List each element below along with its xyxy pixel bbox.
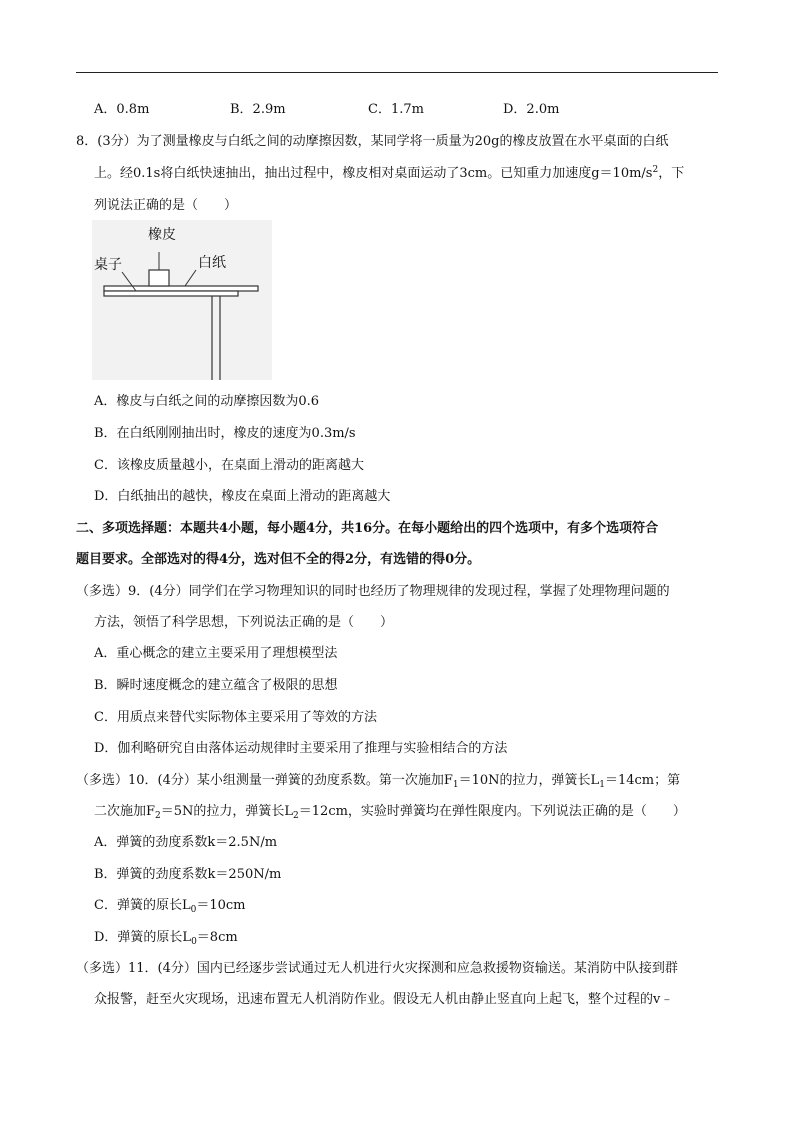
q9-option-c[interactable]: C．用质点来替代实际物体主要采用了等效的方法 bbox=[94, 710, 377, 725]
label-paper: 白纸 bbox=[198, 255, 226, 271]
q9-option-d[interactable]: D．伽利略研究自由落体运动规律时主要采用了推理与实验相结合的方法 bbox=[94, 741, 508, 756]
section2-heading-line1: 二、多项选择题：本题共4小题，每小题4分，共16分。在每小题给出的四个选项中，有多个选项符合 bbox=[76, 521, 659, 536]
table-diagram bbox=[92, 220, 272, 380]
q9-option-a[interactable]: A．重心概念的建立主要采用了理想模型法 bbox=[94, 646, 338, 661]
eraser-block bbox=[149, 270, 169, 286]
q10-stem-line1: （多选）10．(4分）某小组测量一弹簧的劲度系数。第一次施加$F_1=10N$的拉力，弹簧长$L_1=14cm$；第 bbox=[76, 773, 681, 790]
q8-option-a[interactable]: A．橡皮与白纸之间的动摩擦因数为0.6 bbox=[94, 394, 320, 409]
q7-option-a[interactable]: A．0.8m bbox=[94, 102, 150, 117]
q8-option-b[interactable]: B．在白纸刚刚抽出时，橡皮的速度为0.3m/s bbox=[94, 426, 356, 441]
q10-option-a[interactable]: A．弹簧的劲度系数k＝2.5N/m bbox=[94, 835, 278, 850]
paper-sheet bbox=[104, 286, 258, 291]
q8-stem-line2: 上。经0.1s将白纸快速抽出，抽出过程中，橡皮相对桌面运动了3cm。已知重力加速度$g=10m/s^2$，下 bbox=[94, 165, 685, 181]
q7-option-d[interactable]: D．2.0m bbox=[503, 102, 560, 117]
q10-stem-line2: 二次施加$F_2=5N$的拉力，弹簧长$L_2=12cm$，实验时弹簧均在弹性限度内。下列说法正确的是（ ） bbox=[94, 804, 686, 821]
q8-figure bbox=[92, 220, 272, 380]
q9-option-b[interactable]: B．瞬时速度概念的建立蕴含了极限的思想 bbox=[94, 678, 338, 693]
header-rule bbox=[76, 72, 718, 73]
label-table: 桌子 bbox=[94, 257, 122, 273]
q10-option-b[interactable]: B．弹簧的劲度系数k＝250N/m bbox=[94, 867, 282, 882]
q8-option-d[interactable]: D．白纸抽出的越快，橡皮在桌面上滑动的距离越大 bbox=[94, 489, 391, 504]
q8-stem-line1: 8．(3分）为了测量橡皮与白纸之间的动摩擦因数，某同学将一质量为20g的橡皮放置在水平桌面的白纸 bbox=[76, 134, 669, 149]
q10-option-c[interactable]: C．弹簧的原长$L_0=10cm$ bbox=[94, 898, 246, 915]
q11-stem-line2: 众报警，赶至火灾现场，迅速布置无人机消防作业。假设无人机由静止竖直向上起飞，整个过程的v﹣ bbox=[94, 992, 674, 1007]
q10-option-d[interactable]: D．弹簧的原长$L_0=8cm$ bbox=[94, 930, 238, 947]
q7-option-c[interactable]: C．1.7m bbox=[368, 102, 424, 117]
q7-option-b[interactable]: B．2.9m bbox=[230, 102, 286, 117]
q8-option-c[interactable]: C．该橡皮质量越小，在桌面上滑动的距离越大 bbox=[94, 458, 364, 473]
label-eraser: 橡皮 bbox=[148, 227, 176, 243]
q9-stem-line2: 方法，领悟了科学思想，下列说法正确的是（ ） bbox=[94, 615, 394, 630]
q11-stem-line1: （多选）11．(4分）国内已经逐步尝试通过无人机进行火灾探测和应急救援物资输送。某消防中队接到群 bbox=[76, 961, 678, 976]
section2-heading-line2: 题目要求。全部选对的得4分，选对但不全的得2分，有选错的得0分。 bbox=[76, 552, 481, 567]
q8-stem-line3: 列说法正确的是（ ） bbox=[94, 198, 238, 213]
table-top bbox=[104, 291, 238, 296]
q9-stem-line1: （多选）9．(4分）同学们在学习物理知识的同时也经历了物理规律的发现过程，掌握了处理物理问题的 bbox=[76, 584, 670, 599]
